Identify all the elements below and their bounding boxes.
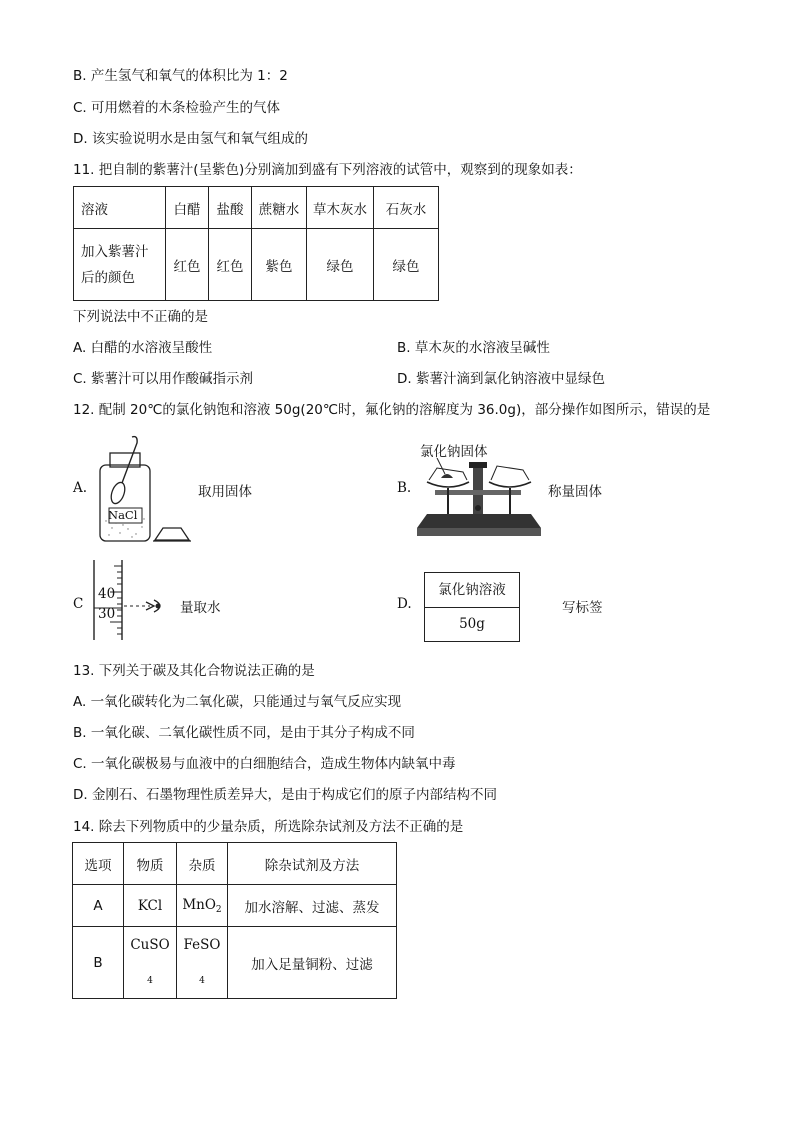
q11-row-label [74, 229, 166, 301]
q11-color-cell: 紫色 [252, 229, 307, 301]
q11-header-cell: 草木灰水 [307, 187, 374, 229]
q12-option-c-caption: 量取水 [180, 600, 221, 616]
cylinder-mark-40: 40 [98, 586, 116, 602]
nacl-bottle-label: NaCl [108, 508, 138, 522]
q14-option-cell: A [73, 885, 124, 927]
solution-label-mass: 50g [459, 616, 485, 632]
q14-impurity-subscript: 2 [215, 904, 222, 915]
q11-row-label-line1: 加入紫薯汁 [81, 243, 149, 260]
q14-impurity-formula: MnO [182, 896, 216, 913]
q14-stem: 14. 除去下列物质中的少量杂质，所选除杂试剂及方法不正确的是 [73, 819, 464, 835]
balance-scale-figure [413, 458, 543, 540]
q10-option-d: D. 该实验说明水是由氢气和氧气组成的 [73, 131, 308, 147]
q11-table [73, 186, 439, 301]
q12-option-b-top-label: 氯化钠固体 [420, 444, 488, 460]
q14-impurity-cell [177, 885, 228, 927]
q11-color-cell: 绿色 [307, 229, 374, 301]
q11-stem: 11. 把自制的紫薯汁(呈紫色)分别滴加到盛有下列溶液的试管中，观察到的现象如表： [73, 162, 582, 178]
q11-option-d: D. 紫薯汁滴到氯化钠溶液中显绿色 [397, 371, 605, 387]
q11-color-cell: 绿色 [374, 229, 439, 301]
q11-color-cell: 红色 [209, 229, 252, 301]
q14-substance-subscript: 4 [147, 975, 153, 986]
q11-table-header-row [74, 187, 439, 229]
q14-substance-cell: KCl [124, 885, 177, 927]
solution-label-box [424, 572, 520, 642]
q11-row-label-line2: 后的颜色 [81, 269, 135, 286]
solution-label-name: 氯化钠溶液 [425, 573, 519, 608]
q12-option-a-letter: A. [73, 480, 88, 496]
q13-stem: 13. 下列关于碳及其化合物说法正确的是 [73, 663, 315, 679]
cylinder-mark-30: 30 [98, 606, 116, 622]
q14-header-cell: 杂质 [177, 843, 228, 885]
q14-table [72, 842, 397, 999]
q11-option-a: A. 白醋的水溶液呈酸性 [73, 340, 213, 356]
q14-impurity-subscript: 4 [199, 975, 205, 986]
q13-option-b: B. 一氧化碳、二氧化碳性质不同，是由于其分子构成不同 [73, 725, 415, 741]
q12-option-d-letter: D. [397, 596, 412, 612]
q14-substance-formula: CuSO [130, 936, 170, 953]
q10-option-b: B. 产生氢气和氧气的体积比为 1：2 [73, 68, 288, 84]
q11-table-row [74, 229, 439, 301]
q14-table-header-row [73, 843, 397, 885]
q12-option-d-caption: 写标签 [562, 600, 603, 616]
q12-option-c-letter: C [73, 596, 84, 612]
q14-header-cell: 选项 [73, 843, 124, 885]
q11-option-b: B. 草木灰的水溶液呈碱性 [397, 340, 550, 356]
q11-color-cell: 红色 [166, 229, 209, 301]
q12-option-b-caption: 称量固体 [548, 484, 602, 500]
q11-header-cell: 石灰水 [374, 187, 439, 229]
q12-stem: 12. 配制 20℃的氯化钠饱和溶液 50g(20℃时，氟化钠的溶解度为 36.0g)，部分操作如图所示，错误的是 [73, 402, 711, 418]
q13-option-c: C. 一氧化碳极易与血液中的白细胞结合，造成生物体内缺氧中毒 [73, 756, 456, 772]
q12-option-b-letter: B. [397, 480, 412, 496]
q14-header-cell: 物质 [124, 843, 177, 885]
q14-method-cell: 加水溶解、过滤、蒸发 [228, 885, 397, 927]
table-row [73, 927, 397, 999]
q13-option-d: D. 金刚石、石墨物理性质差异大，是由于构成它们的原子内部结构不同 [73, 787, 497, 803]
q13-option-a: A. 一氧化碳转化为二氧化碳，只能通过与氧气反应实现 [73, 694, 402, 710]
q12-option-a-caption: 取用固体 [198, 484, 252, 500]
q14-method-cell: 加入足量铜粉、过滤 [228, 927, 397, 999]
q14-option-cell: B [73, 927, 124, 999]
table-row [73, 885, 397, 927]
q14-impurity-formula: FeSO [183, 936, 221, 953]
q14-substance-cell [124, 927, 177, 999]
q11-header-cell: 白醋 [166, 187, 209, 229]
q11-header-cell: 盐酸 [209, 187, 252, 229]
q11-header-cell: 蔗糖水 [252, 187, 307, 229]
q14-header-cell: 除杂试剂及方法 [228, 843, 397, 885]
q11-option-c: C. 紫薯汁可以用作酸碱指示剂 [73, 371, 254, 387]
nacl-bottle-figure [92, 433, 202, 545]
q14-impurity-cell [177, 927, 228, 999]
q11-header-cell: 溶液 [74, 187, 166, 229]
q11-prompt: 下列说法中不正确的是 [73, 309, 208, 325]
q10-option-c: C. 可用燃着的木条检验产生的气体 [73, 100, 281, 116]
